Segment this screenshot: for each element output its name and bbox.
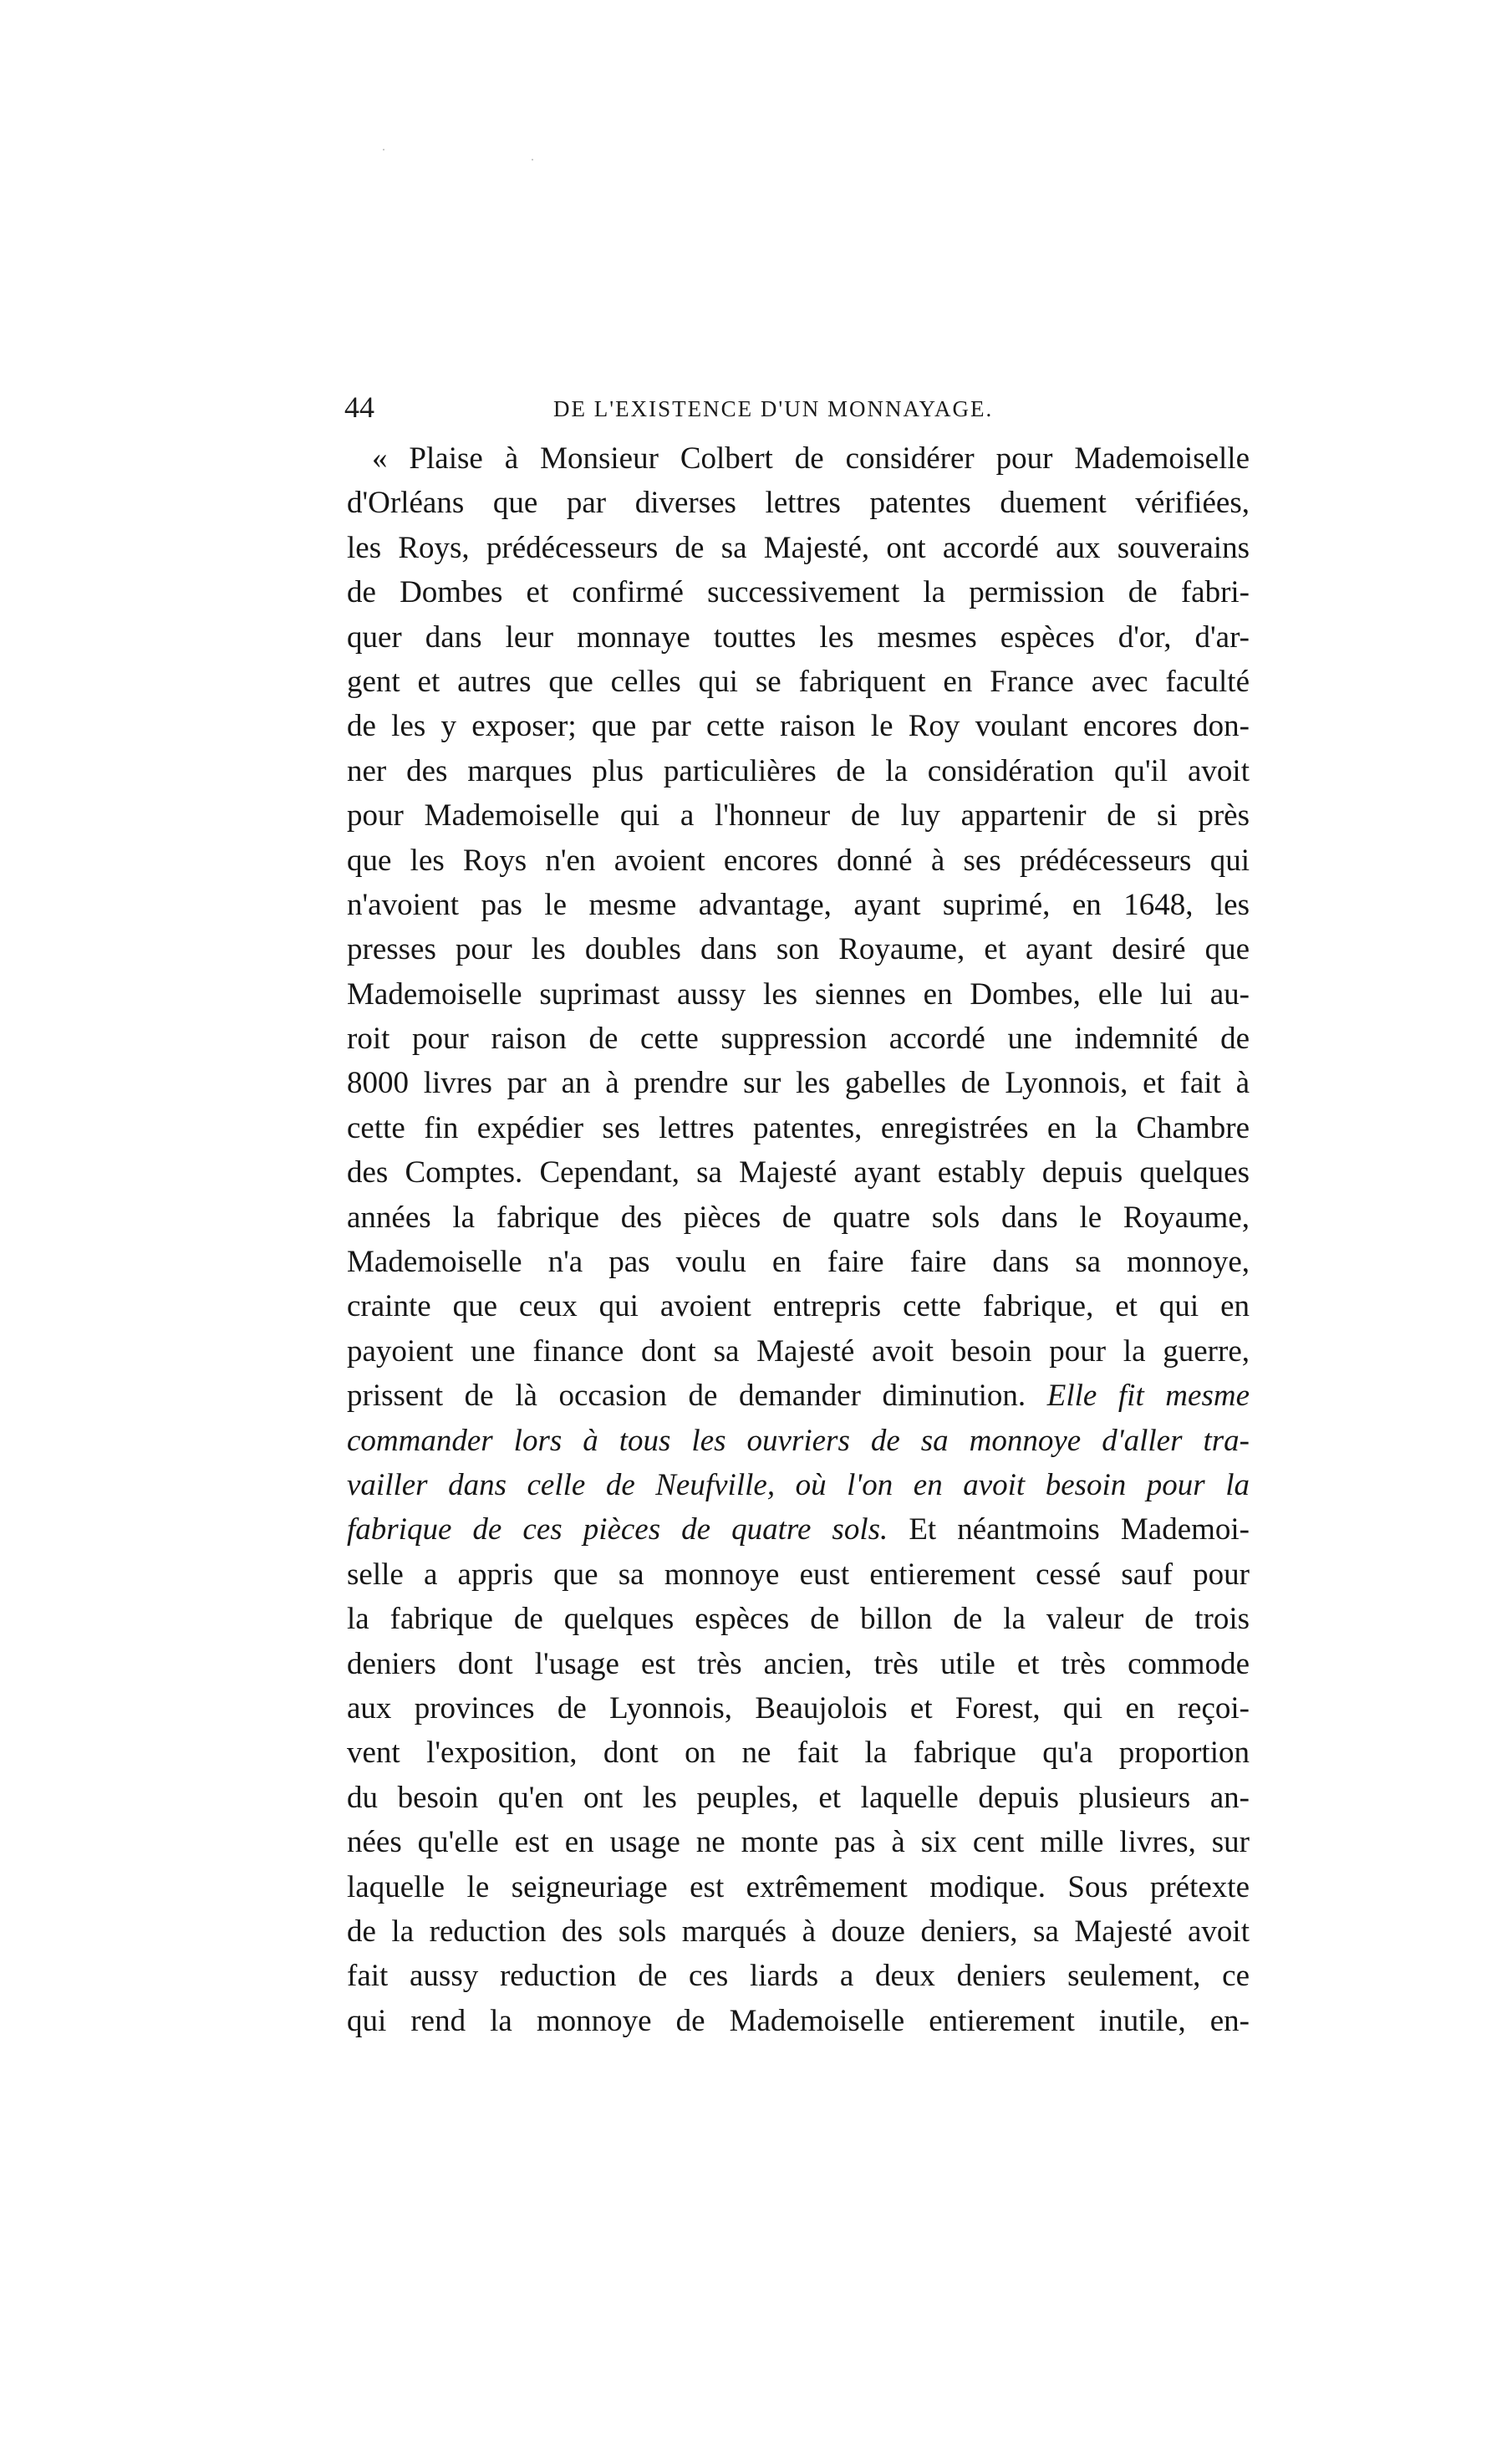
text-segment: payoient une finance dont sa Majesté avoit besoin pour la guerre, [347,1333,1250,1369]
text-segment: « Plaise à Monsieur Colbert de considérer pour Mademoiselle [372,441,1250,476]
text-line [347,1195,1250,1240]
text-line [347,1731,1250,1775]
text-segment: prissent de là occasion de demander diminution. [347,1379,1047,1414]
text-line [347,1329,1250,1374]
text-line [347,704,1250,748]
text-line [347,793,1250,838]
text-line [347,1686,1250,1731]
scan-speck [383,149,384,150]
text-line [347,570,1250,614]
body-text [347,436,1250,2043]
text-line [347,436,1250,481]
running-head: DE L'EXISTENCE D'UN MONNAYAGE. [553,396,994,421]
text-line [347,1106,1250,1150]
text-line [347,883,1250,927]
text-line [347,749,1250,793]
text-line [347,927,1250,971]
text-segment: gent et autres que celles qui se fabriquent en France avec faculté [347,664,1250,699]
text-line [347,1374,1250,1418]
text-segment: des Comptes. Cependant, sa Majesté ayant estably depuis quelques [347,1155,1250,1190]
text-segment: fait aussy reduction de ces liards a deux deniers seulement, ce [347,1959,1250,1994]
text-line [347,1463,1250,1507]
text-segment: aux provinces de Lyonnois, Beaujolois et Forest, qui en reçoi- [347,1690,1250,1726]
text-segment: les Roys, prédécesseurs de sa Majesté, ont accordé aux souverains [347,530,1250,565]
text-line [347,972,1250,1017]
text-line [347,1017,1250,1061]
text-segment: selle a appris que sa monnoye eust entierement cessé sauf pour [347,1557,1250,1592]
text-line [347,1419,1250,1463]
text-line [347,660,1250,704]
italic-text-segment: Elle fit mesme [1046,1379,1250,1414]
italic-text-segment: vailler dans celle de Neufville, où l'on en avoit besoin pour la [347,1467,1250,1502]
text-line [347,526,1250,570]
text-segment: crainte que ceux qui avoient entrepris cette fabrique, et qui en [347,1289,1250,1324]
text-line [347,615,1250,660]
text-line [347,1999,1250,2043]
text-segment: que les Roys n'en avoient encores donné à ses prédécesseurs qui [347,843,1250,878]
text-segment: Mademoiselle suprimast aussy les siennes en Dombes, elle lui au- [347,976,1250,1012]
text-line [347,1061,1250,1105]
page-header [344,389,1046,426]
text-segment: Et néantmoins Mademoi- [888,1512,1250,1547]
page-number: 44 [344,390,374,424]
text-segment: 8000 livres par an à prendre sur les gabelles de Lyonnois, et fait à [347,1066,1250,1101]
text-line [347,1820,1250,1864]
italic-text-segment: fabrique de ces pièces de quatre sols. [347,1512,888,1547]
text-line [347,1552,1250,1597]
text-segment: cette fin expédier ses lettres patentes, enregistrées en la Chambre [347,1110,1250,1145]
text-segment: ner des marques plus particulières de la considération qu'il avoit [347,753,1250,788]
text-line [347,1909,1250,1954]
text-line [347,1597,1250,1641]
text-line [347,1954,1250,1998]
text-line [347,839,1250,883]
text-segment: du besoin qu'en ont les peuples, et laquelle depuis plusieurs an- [347,1780,1250,1815]
text-segment: de Dombes et confirmé successivement la permission de fabri- [347,575,1250,610]
scan-speck [532,159,533,161]
text-segment: années la fabrique des pièces de quatre sols dans le Royaume, [347,1200,1250,1235]
text-segment: de les y exposer; que par cette raison le Roy voulant encores don- [347,709,1250,744]
text-line [347,1642,1250,1686]
text-line [347,1776,1250,1820]
text-segment: qui rend la monnoye de Mademoiselle entierement inutile, en- [347,2003,1250,2038]
text-line [347,1150,1250,1195]
text-segment: n'avoient pas le mesme advantage, ayant suprimé, en 1648, les [347,887,1250,922]
text-segment: nées qu'elle est en usage ne monte pas à six cent mille livres, sur [347,1825,1250,1860]
text-segment: quer dans leur monnaye touttes les mesmes espèces d'or, d'ar- [347,619,1250,655]
italic-text-segment: commander lors à tous les ouvriers de sa monnoye d'aller tra- [347,1423,1250,1458]
text-segment: vent l'exposition, dont on ne fait la fabrique qu'a proportion [347,1736,1250,1771]
text-line [347,1507,1250,1552]
text-segment: Mademoiselle n'a pas voulu en faire faire dans sa monnoye, [347,1245,1250,1280]
text-line [347,1240,1250,1284]
text-segment: deniers dont l'usage est très ancien, très utile et très commode [347,1646,1250,1681]
text-segment: presses pour les doubles dans son Royaume, et ayant desiré que [347,932,1250,967]
text-segment: la fabrique de quelques espèces de billon de la valeur de trois [347,1602,1250,1637]
text-segment: roit pour raison de cette suppression accordé une indemnité de [347,1022,1250,1057]
text-segment: d'Orléans que par diverses lettres patentes duement vérifiées, [347,486,1250,521]
text-segment: laquelle le seigneuriage est extrêmement modique. Sous prétexte [347,1869,1250,1904]
text-line [347,481,1250,525]
text-line [347,1865,1250,1909]
text-segment: de la reduction des sols marqués à douze deniers, sa Majesté avoit [347,1914,1250,1949]
text-segment: pour Mademoiselle qui a l'honneur de luy appartenir de si près [347,798,1250,833]
text-line [347,1284,1250,1328]
